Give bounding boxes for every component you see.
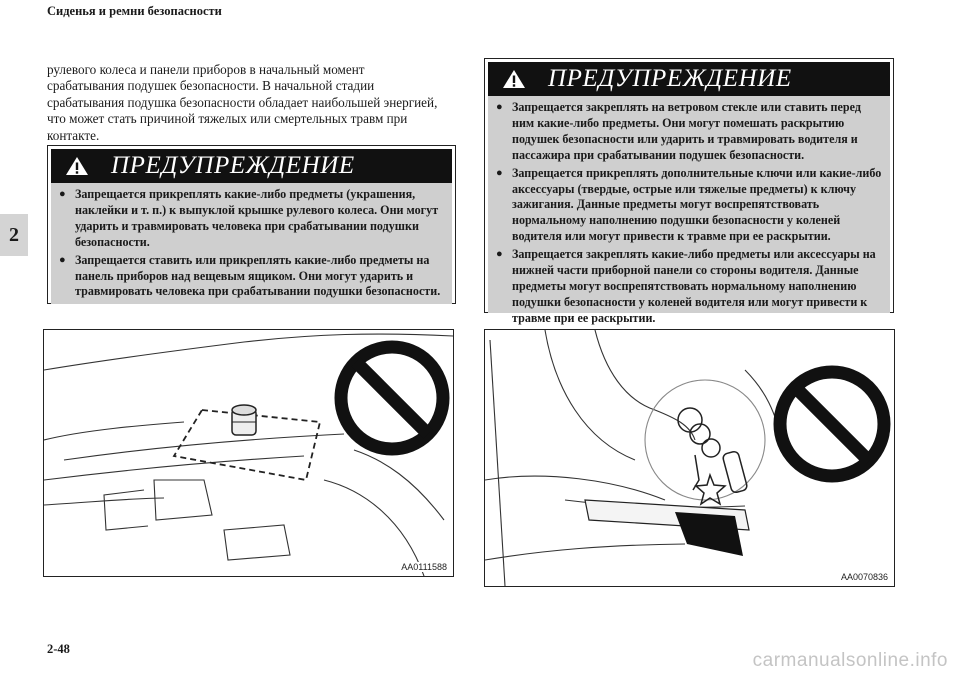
warning-item: [59, 187, 444, 251]
cup-object: [232, 405, 256, 435]
bullet-icon: ●: [59, 253, 66, 266]
figure-code: AA0070836: [840, 572, 888, 582]
bullet-icon: ●: [59, 188, 66, 200]
bullet-icon: ●: [496, 248, 503, 261]
warning-item-text: Запрещается ставить или прикреплять какие-либо предметы на панель приборов над вещевым ящиком. Они могут ударить и травмировать человека при срабатывании подушки безопасности.: [75, 252, 441, 299]
warning-box-right: [484, 58, 894, 325]
figure-code: AA0111588: [401, 562, 447, 572]
intro-line: срабатывания подушка безопасности обладает наибольшей энергией,: [47, 94, 438, 110]
warning-body: [51, 183, 452, 304]
intro-paragraph: [47, 62, 457, 144]
figure-dashboard: [43, 329, 454, 577]
watermark: carmanualsonline.info: [752, 650, 948, 671]
intro-line: что может стать причиной тяжелых или смертельных травм при: [47, 111, 408, 127]
warning-body: [488, 96, 890, 325]
key-ring: [678, 408, 748, 504]
warning-item-text: Запрещается закреплять на ветровом стекле или ставить перед ним какие-либо предметы. Они могут помешать раскрытию подушек безопасности или ударить и травмировать водителя и пассажира при срабатывании подушек безопасности.: [512, 100, 861, 162]
warning-box-left: [47, 145, 456, 304]
intro-line: рулевого колеса и панели приборов в начальный момент: [47, 62, 365, 77]
intro-line: контакте.: [47, 127, 100, 143]
warning-header: [51, 149, 452, 183]
bullet-icon: ●: [496, 101, 503, 113]
running-header: Сиденья и ремни безопасности: [47, 4, 222, 18]
warning-triangle-icon: [502, 69, 526, 89]
warning-item: [496, 166, 882, 246]
page-number: 2-48: [47, 642, 70, 656]
warning-triangle-icon: [65, 156, 89, 176]
figure-ignition-key: [484, 329, 895, 587]
ignition-key-illustration: [485, 330, 894, 586]
warning-title: ПРЕДУПРЕЖДЕНИЕ: [548, 65, 792, 92]
prohibition-sign-icon: [780, 372, 884, 476]
warning-item: [496, 247, 882, 327]
warning-item-text: Запрещается прикреплять дополнительные ключи или какие-либо аксессуары (твердые, острые или тяжелые предметы) к ключу зажигания. Данные предметы могут воспрепятствовать нормальному наполнению подушки безопасности у коленей водителя или могут привести к травме при ее раскрытии.: [512, 165, 882, 244]
warning-item-text: Запрещается прикреплять какие-либо предметы (украшения, наклейки и т. п.) к выпуклой крышке рулевого колеса. Они могут ударить и травмировать человека при срабатывании подушки безопасности.: [75, 187, 439, 249]
warning-item: [59, 253, 444, 301]
dashboard-illustration: [44, 330, 453, 576]
warning-header: [488, 62, 890, 96]
warning-title: ПРЕДУПРЕЖДЕНИЕ: [111, 152, 355, 179]
chapter-tab: [0, 214, 28, 256]
warning-item-text: Запрещается закреплять какие-либо предметы или аксессуары на нижней части приборной панели со стороны водителя. Данные предметы могут воспрепятствовать нормальному наполнению подушки безопасности у коленей водителя или могут привести к травме при ее раскрытии.: [512, 247, 876, 325]
prohibition-sign-icon: [341, 347, 443, 449]
warning-item: [496, 100, 882, 164]
bullet-icon: ●: [496, 166, 503, 179]
chapter-number: 2: [9, 223, 19, 246]
intro-line: срабатывания подушек безопасности. В начальной стадии: [47, 78, 375, 94]
